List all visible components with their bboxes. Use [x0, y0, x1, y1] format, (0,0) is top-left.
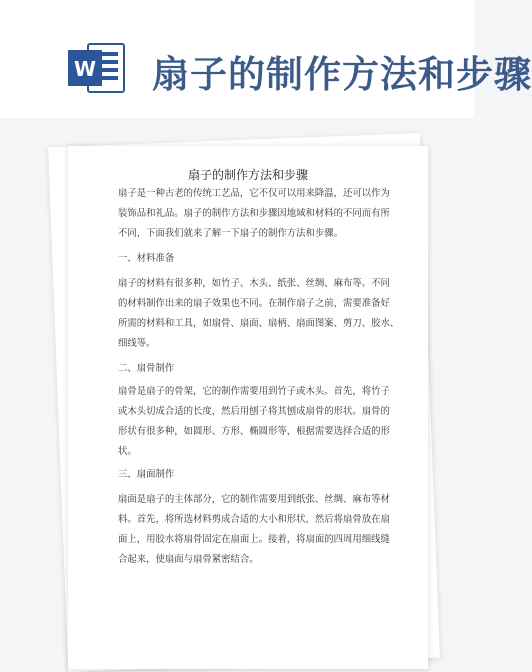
intro-line: 装饰品和礼品。扇子的制作方法和步骤因地域和材料的不同而有所 — [118, 208, 390, 219]
svg-text:W: W — [73, 57, 97, 81]
paragraph-line: 扇子的材料有很多种，如竹子、木头、纸张、丝绸、麻布等。不同 — [118, 278, 390, 289]
paragraph-line: 合起来，使扇面与扇骨紧密结合。 — [118, 554, 259, 565]
intro-line: 不同，下面我们就来了解一下扇子的制作方法和步骤。 — [118, 228, 344, 239]
paragraph-line: 扇面是扇子的主体部分，它的制作需要用到纸张、丝绸、麻布等材 — [118, 494, 390, 505]
header-banner — [0, 0, 532, 118]
banner-title: 扇子的制作方法和步骤 — [152, 53, 532, 96]
section-heading-face: 三、扇面制作 — [118, 469, 175, 480]
paragraph-line: 面上，用胶水将扇骨固定在扇面上。接着，将扇面的四周用细线缝 — [118, 534, 390, 545]
document-title: 扇子的制作方法和步骤 — [187, 168, 308, 182]
intro-paragraph — [118, 184, 390, 244]
section-heading-ribs: 二、扇骨制作 — [118, 363, 175, 374]
document-page — [68, 146, 428, 669]
paragraph-line: 状。 — [118, 446, 137, 457]
paragraph-line: 所需的材料和工具，如扇骨、扇面、扇柄、扇面图案、剪刀、胶水、 — [118, 318, 400, 329]
materials-paragraph — [118, 274, 400, 354]
paragraph-line: 扇骨是扇子的骨架，它的制作需要用到竹子或木头。首先，将竹子 — [118, 386, 390, 397]
intro-line: 扇子是一种古老的传统工艺品，它不仅可以用来降温，还可以作为 — [118, 188, 390, 199]
paragraph-line: 或木头切成合适的长度，然后用刨子将其刨成扇骨的形状。扇骨的 — [118, 406, 390, 417]
face-paragraph — [118, 490, 390, 570]
paragraph-line: 料。首先，将所选材料剪成合适的大小和形状，然后将扇骨放在扇 — [118, 514, 390, 525]
paragraph-line: 的材料制作出来的扇子效果也不同。在制作扇子之前，需要准备好 — [118, 298, 390, 309]
paragraph-line: 形状有很多种，如圆形、方形、椭圆形等，根据需要选择合适的形 — [118, 426, 390, 437]
section-heading-materials: 一、材料准备 — [118, 253, 175, 264]
word-document-icon — [64, 38, 128, 98]
paragraph-line: 细线等。 — [118, 338, 156, 349]
ribs-paragraph — [118, 382, 390, 462]
